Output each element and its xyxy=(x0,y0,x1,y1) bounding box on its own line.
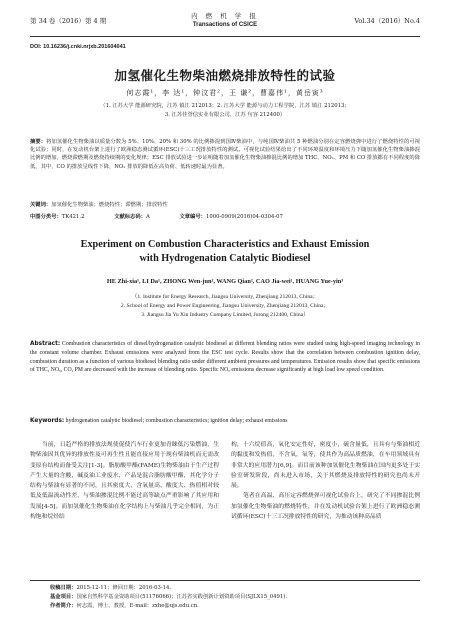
body-paragraph: 构，十六烷值高，氧化安定性好，密度小，硫含量低，且具有与柴油相近的黏度和发热值，不含氧，氧等，使其作为高品质燃油，在车用领域具有非常大的应用潜力[6,9]。而目前该种加氢催化生物柴油在国内更多处于实验室研发阶段，尚未进入市场，关于其燃烧及排放特性的研究也尚未开展。 xyxy=(231,442,420,490)
affiliations-cn xyxy=(40,102,410,120)
body-column-right xyxy=(231,440,420,522)
abstract-cn-text: 将加氢催化生物柴油以质量分数为 5%、10%、20% 和 30% 的比例掺混到国Ⅳ柴油中，与纯国Ⅳ柴油共 5 种燃油分别在定容燃烧弹中进行了燃烧特性的可视化试验；同时，在发动机台架上进行了欧洲稳态测试循环(ESC)十三工况排放特性的测试。可视化试验结果给出了不同环境温度和环境压力下随加氢催化生物柴油掺混比例的增加，燃烧滞燃期及燃烧持续期的变化规律；ESC 排放试验进一步证明随着加氢催化生物柴油掺混比例的增加 THC、NOₓ、PM 和 CO 排放都有不同程度的降低，其中，CO 的排放呈线性下降，NOₓ 排放的降低在高负荷、低转速时最为显著。 xyxy=(30,139,420,170)
keywords-en xyxy=(30,418,420,424)
footnote-divider xyxy=(30,580,420,581)
abstract-cn-label: 摘要： xyxy=(30,139,47,145)
keywords-cn-text: 加氢催化生物柴油；燃烧特性；滞燃期；排放特性 xyxy=(51,202,168,208)
body-column-left xyxy=(30,440,219,522)
footnote-author: 作者简介：何志霞，博士，教授，E-mail：zxhe@ujs.edu.cn. xyxy=(50,603,199,609)
affiliation-en-line: 3. Jiangsu Jia Yu Xin Industry Company Limited, Jurong 212400, China） xyxy=(141,312,309,318)
journal-name-cn: 内 燃 机 学 报 xyxy=(191,12,259,20)
footnote-received: 收稿日期：2015-12-11；修回日期：2016-03-14. xyxy=(50,585,172,591)
volume-issue-en: Vol.34（2016）No.4 xyxy=(354,17,420,25)
authors-cn: 何志霞¹，李 达¹，钟汶君²，王 谦²，曹嘉伟¹，黄岳寅³ xyxy=(126,89,324,97)
title-en xyxy=(20,238,430,266)
title-cn: 加氢催化生物柴油燃烧排放特性的试验 xyxy=(114,68,336,83)
keywords-cn xyxy=(30,200,420,208)
affiliation-en-line: （1. Institute for Energy Research, Jiangsu University, Zhenjiang 212013, China； xyxy=(131,294,319,300)
keywords-cn-label: 关键词： xyxy=(30,202,52,208)
footnotes xyxy=(50,584,420,611)
clc-number: 中图分类号：TK421.2 xyxy=(30,214,85,220)
title-en-line: Experiment on Combustion Characteristics and Exhaust Emission xyxy=(80,239,370,250)
footnote-funding: 基金项目：国家自然科学基金资助项目(51176066)；江苏省实践创新计划资助项目(SJLX15_0491). xyxy=(50,594,288,600)
affiliation-en-line: 2. School of Energy and Power Engineering, Jiangsu University, Zhenjiang 212013, China； xyxy=(120,303,330,309)
doi: DOI: 10.16236/j.cnki.nrjxb.201604041 xyxy=(30,44,126,50)
document-code: 文献标志码：A xyxy=(114,214,150,220)
affiliations-en xyxy=(40,293,410,320)
title-en-line: with Hydrogenation Catalytic Biodiesel xyxy=(139,253,311,264)
keywords-en-label: Keywords: xyxy=(30,418,65,424)
classification-cn xyxy=(30,212,420,220)
volume-issue-cn: 第 34 卷（2016）第 4 期 xyxy=(30,17,107,25)
abstract-en xyxy=(30,340,420,375)
article-id: 文章编号：1000-0909(2016)04-0304-07 xyxy=(179,214,283,220)
affiliation-cn-line: （1. 江苏大学 能源研究院，江苏 镇江 212013；2. 江苏大学 能源与动力工程学院，江苏 镇江 212013； xyxy=(100,103,350,109)
abstract-cn xyxy=(30,138,420,171)
keywords-en-text: hydrogenation catalytic biodiesel; combustion characteristics; ignition delay; exhaust emissions xyxy=(65,418,288,424)
running-header xyxy=(30,8,420,37)
body-paragraph: 笔者在高温、高压定容燃烧弹可视化试验台上，研究了不同掺混比例加氢催化生物柴油的燃烧特性，并在发动机试验台架上进行了欧洲稳态测试循环(ESC)十三工况排放特性的研究，为推动该种高品质 xyxy=(231,493,420,521)
abstract-en-label: Abstract: xyxy=(30,341,61,347)
affiliation-cn-line: 3. 江苏佳誉信实业有限公司，江苏 句容 212400） xyxy=(164,112,286,118)
body-paragraph: 当前，日趋严格的排放法规使促使汽车行业更加青睐低污染燃油，生物柴油因其优异的排放性及可再生性且能直接应用于现有柴油机而无需改变原有结构而备受关注[1-3]。脂肪酸甲酯(FAME)生物柴油由于生产过程产生大量的含酸、碱及油工业废水，产品是混合脂肪酸甲酯，其化学分子结构与柴油有显著的不同，且其密度大、含氧量高、酸度大、热值相对较低及低温流动性差，与柴油掺混比例不能过高等缺点严重影响了其应用和发展[4-5]。而加氢催化生物柴油在化学结构上与柴油几乎完全相同，为正构饱和烷烃结 xyxy=(30,442,219,521)
authors-en: HE Zhi-xia¹, LI Da¹, ZHONG Wen-jun², WANG Qian², CAO Jia-wei¹, HUANG Yue-yin³ xyxy=(106,278,344,285)
journal-name-en: Transactions of CSICE xyxy=(192,22,258,28)
abstract-en-text: Combustion characteristics of diesel/hydrogenation catalytic biodiesel at different blending ratios were studied using high-speed imaging technology in the constant volume chamber. Exhaust emissions were analyzed from the ESC test cycle. Results show that the correlation between combustion ignition delay, combustion duration as a function of various biodiesel blending ratio under different ambient pressures and temperatures. Emission results show that specific emissions of THC, NOₓ, CO, PM are decreased with the increase of blending ratio. Specific NOₓ emissions decrease significantly at high load low speed condition. xyxy=(30,341,420,374)
